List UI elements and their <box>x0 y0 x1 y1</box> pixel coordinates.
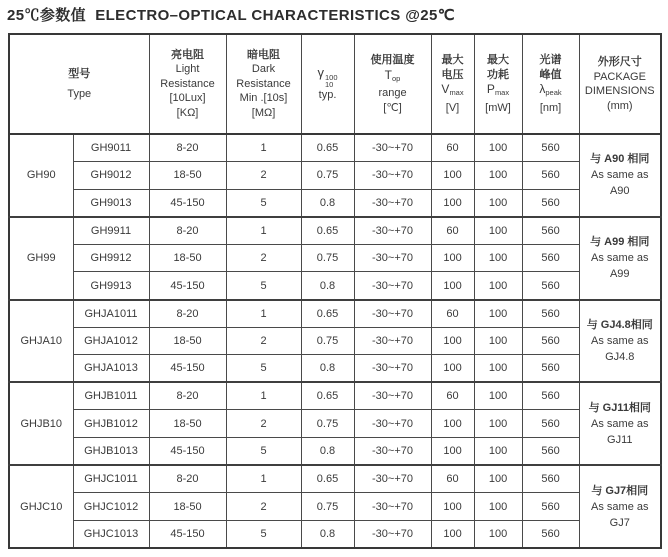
header-type <box>9 34 149 134</box>
vmax-cell: 100 <box>431 520 474 548</box>
header-light-l3: [10Lux] <box>169 92 206 105</box>
header-pmax-symbol: $P_{max}$ <box>486 82 510 97</box>
gamma-cell: 0.8 <box>301 438 354 466</box>
model-cell: GHJC1011 <box>73 465 149 493</box>
header-vmax-zh2: 电压 <box>441 68 464 81</box>
vmax-cell: 100 <box>431 410 474 438</box>
package-line-ref: A99 <box>609 268 630 281</box>
model-cell: GHJB1012 <box>73 410 149 438</box>
temp-range-cell: -30~+70 <box>354 355 431 383</box>
dark-resistance-cell: 5 <box>226 520 301 548</box>
package-line-zh: 与 GJ11相同 <box>588 401 651 414</box>
table-row <box>9 410 661 438</box>
model-cell: GH9011 <box>73 134 149 162</box>
pmax-cell: 100 <box>474 410 522 438</box>
gamma-cell: 0.65 <box>301 300 354 328</box>
table-row <box>9 217 661 245</box>
temp-range-cell: -30~+70 <box>354 438 431 466</box>
electro-optical-table <box>8 33 662 549</box>
light-resistance-cell: 45-150 <box>149 355 226 383</box>
dark-resistance-cell: 2 <box>226 244 301 272</box>
header-package-l1: PACKAGE <box>593 70 646 83</box>
dark-resistance-cell: 1 <box>226 217 301 245</box>
header-light-resistance <box>149 34 226 134</box>
dark-resistance-cell: 5 <box>226 272 301 300</box>
gamma-cell: 0.65 <box>301 134 354 162</box>
header-lambda-symbol: $\lambda_{peak}$ <box>539 82 562 97</box>
header-type-en: Type <box>67 88 92 100</box>
package-cell <box>579 300 661 383</box>
table-row <box>9 134 661 162</box>
temp-range-cell: -30~+70 <box>354 410 431 438</box>
pmax-cell: 100 <box>474 355 522 383</box>
header-package <box>579 34 661 134</box>
header-temp-l3: [℃] <box>383 101 402 114</box>
model-cell: GHJA1011 <box>73 300 149 328</box>
header-temp-l2: range <box>378 87 407 99</box>
header-temp-zh: 使用温度 <box>370 54 415 66</box>
model-cell: GH9012 <box>73 162 149 190</box>
vmax-cell: 100 <box>431 355 474 383</box>
light-resistance-cell: 8-20 <box>149 382 226 410</box>
header-dark-l4: [MΩ] <box>251 106 276 119</box>
header-pmax-zh2: 功耗 <box>487 68 510 81</box>
gamma-symbol: γ 100 10 <box>317 64 338 89</box>
lambda-peak-cell: 560 <box>522 189 579 217</box>
header-temp-symbol: $T_{op}$ <box>384 67 401 83</box>
header-dark-l2: Resistance <box>236 77 291 90</box>
temp-range-cell: -30~+70 <box>354 217 431 245</box>
header-row <box>9 34 661 134</box>
package-line-en: As same as <box>591 334 649 347</box>
model-cell: GH9911 <box>73 217 149 245</box>
package-line-zh: 与 A90 相同 <box>590 153 650 166</box>
pmax-cell: 100 <box>474 134 522 162</box>
pmax-cell: 100 <box>474 493 522 521</box>
header-light-l1: Light <box>175 63 200 76</box>
vmax-cell: 100 <box>431 244 474 272</box>
header-package-zh: 外形尺寸 <box>597 56 642 68</box>
pmax-cell: 100 <box>474 465 522 493</box>
header-vmax-zh1: 最大 <box>441 54 464 66</box>
package-line-zh: 与 GJ7相同 <box>591 484 649 497</box>
table-row <box>9 465 661 493</box>
temp-range-cell: -30~+70 <box>354 162 431 190</box>
temp-range-cell: -30~+70 <box>354 134 431 162</box>
dark-resistance-cell: 1 <box>226 134 301 162</box>
package-cell <box>579 134 661 217</box>
lambda-peak-cell: 560 <box>522 327 579 355</box>
package-line-en: As same as <box>591 500 649 513</box>
package-line-ref: A90 <box>609 185 630 198</box>
gamma-cell: 0.65 <box>301 382 354 410</box>
header-temp-range <box>354 34 431 134</box>
gamma-cell: 0.8 <box>301 272 354 300</box>
table-row <box>9 162 661 190</box>
temp-range-cell: -30~+70 <box>354 382 431 410</box>
table-row <box>9 382 661 410</box>
package-line-en: As same as <box>591 252 649 265</box>
pmax-cell: 100 <box>474 382 522 410</box>
pmax-cell: 100 <box>474 244 522 272</box>
header-package-l2: DIMENSIONS <box>584 85 655 97</box>
vmax-cell: 100 <box>431 327 474 355</box>
vmax-cell: 60 <box>431 217 474 245</box>
dark-resistance-cell: 2 <box>226 410 301 438</box>
model-cell: GHJA1013 <box>73 355 149 383</box>
gamma-cell: 0.8 <box>301 355 354 383</box>
dark-resistance-cell: 5 <box>226 355 301 383</box>
light-resistance-cell: 45-150 <box>149 272 226 300</box>
gamma-cell: 0.65 <box>301 217 354 245</box>
table-row <box>9 189 661 217</box>
table-row <box>9 493 661 521</box>
header-dark-zh: 暗电阻 <box>247 48 281 61</box>
gamma-cell: 0.75 <box>301 327 354 355</box>
package-line-zh: 与 GJ4.8相同 <box>586 318 653 331</box>
model-cell: GHJA1012 <box>73 327 149 355</box>
gamma-cell: 0.8 <box>301 520 354 548</box>
header-pmax <box>474 34 522 134</box>
vmax-cell: 100 <box>431 493 474 521</box>
vmax-cell: 100 <box>431 162 474 190</box>
lambda-peak-cell: 560 <box>522 382 579 410</box>
header-gamma-typ: typ. <box>318 88 337 101</box>
dark-resistance-cell: 1 <box>226 465 301 493</box>
table-row <box>9 300 661 328</box>
table-row <box>9 438 661 466</box>
type-group-cell: GH90 <box>9 134 73 217</box>
model-cell: GHJC1013 <box>73 520 149 548</box>
lambda-peak-cell: 560 <box>522 493 579 521</box>
package-cell <box>579 382 661 465</box>
header-package-l3: (mm) <box>606 99 633 112</box>
header-type-zh: 型号 <box>68 67 91 80</box>
temp-range-cell: -30~+70 <box>354 327 431 355</box>
package-cell <box>579 465 661 548</box>
dark-resistance-cell: 2 <box>226 327 301 355</box>
vmax-cell: 60 <box>431 134 474 162</box>
page-title: 25℃参数值 ELECTRO–OPTICAL CHARACTERISTICS @25℃ <box>7 7 456 24</box>
pmax-cell: 100 <box>474 217 522 245</box>
table-row <box>9 520 661 548</box>
model-cell: GH9912 <box>73 244 149 272</box>
model-cell: GHJB1011 <box>73 382 149 410</box>
gamma-cell: 0.8 <box>301 189 354 217</box>
type-group-cell: GHJC10 <box>9 465 73 548</box>
temp-range-cell: -30~+70 <box>354 272 431 300</box>
light-resistance-cell: 18-50 <box>149 162 226 190</box>
header-pmax-zh1: 最大 <box>487 54 510 66</box>
dark-resistance-cell: 5 <box>226 189 301 217</box>
header-light-l4: [KΩ] <box>176 106 199 119</box>
model-cell: GH9913 <box>73 272 149 300</box>
temp-range-cell: -30~+70 <box>354 520 431 548</box>
temp-range-cell: -30~+70 <box>354 244 431 272</box>
dark-resistance-cell: 5 <box>226 438 301 466</box>
dark-resistance-cell: 2 <box>226 162 301 190</box>
vmax-cell: 100 <box>431 438 474 466</box>
package-line-ref: GJ7 <box>609 516 630 529</box>
lambda-peak-cell: 560 <box>522 520 579 548</box>
pmax-cell: 100 <box>474 300 522 328</box>
model-cell: GH9013 <box>73 189 149 217</box>
lambda-peak-cell: 560 <box>522 300 579 328</box>
light-resistance-cell: 8-20 <box>149 465 226 493</box>
header-vmax-symbol: $V_{max}$ <box>441 82 464 97</box>
light-resistance-cell: 18-50 <box>149 493 226 521</box>
lambda-peak-cell: 560 <box>522 134 579 162</box>
light-resistance-cell: 18-50 <box>149 410 226 438</box>
gamma-cell: 0.65 <box>301 465 354 493</box>
lambda-peak-cell: 560 <box>522 272 579 300</box>
table-row <box>9 355 661 383</box>
lambda-peak-cell: 560 <box>522 465 579 493</box>
vmax-cell: 100 <box>431 272 474 300</box>
type-group-cell: GHJA10 <box>9 300 73 383</box>
package-line-ref: GJ4.8 <box>605 350 635 363</box>
light-resistance-cell: 8-20 <box>149 300 226 328</box>
light-resistance-cell: 18-50 <box>149 327 226 355</box>
type-group-cell: GH99 <box>9 217 73 300</box>
model-cell: GHJC1012 <box>73 493 149 521</box>
header-light-l2: Resistance <box>160 77 215 90</box>
vmax-cell: 60 <box>431 300 474 328</box>
vmax-cell: 60 <box>431 382 474 410</box>
lambda-peak-cell: 560 <box>522 410 579 438</box>
pmax-cell: 100 <box>474 272 522 300</box>
pmax-cell: 100 <box>474 438 522 466</box>
table-row <box>9 272 661 300</box>
header-gamma <box>301 34 354 134</box>
light-resistance-cell: 18-50 <box>149 244 226 272</box>
light-resistance-cell: 45-150 <box>149 189 226 217</box>
lambda-peak-cell: 560 <box>522 162 579 190</box>
package-line-en: As same as <box>591 417 649 430</box>
lambda-peak-cell: 560 <box>522 355 579 383</box>
dark-resistance-cell: 1 <box>226 382 301 410</box>
light-resistance-cell: 45-150 <box>149 438 226 466</box>
temp-range-cell: -30~+70 <box>354 189 431 217</box>
pmax-cell: 100 <box>474 162 522 190</box>
header-lambda-zh2: 峰值 <box>539 68 562 81</box>
pmax-cell: 100 <box>474 520 522 548</box>
header-vmax-unit: [V] <box>445 101 460 114</box>
vmax-cell: 60 <box>431 465 474 493</box>
pmax-cell: 100 <box>474 327 522 355</box>
header-lambda-unit: [nm] <box>539 101 562 114</box>
light-resistance-cell: 8-20 <box>149 134 226 162</box>
package-line-zh: 与 A99 相同 <box>590 236 650 249</box>
lambda-peak-cell: 560 <box>522 217 579 245</box>
light-resistance-cell: 45-150 <box>149 520 226 548</box>
dark-resistance-cell: 1 <box>226 300 301 328</box>
temp-range-cell: -30~+70 <box>354 300 431 328</box>
gamma-cell: 0.75 <box>301 410 354 438</box>
package-line-en: As same as <box>591 169 649 182</box>
table-row <box>9 244 661 272</box>
header-lambda-peak <box>522 34 579 134</box>
header-vmax <box>431 34 474 134</box>
table-row <box>9 327 661 355</box>
pmax-cell: 100 <box>474 189 522 217</box>
light-resistance-cell: 8-20 <box>149 217 226 245</box>
type-group-cell: GHJB10 <box>9 382 73 465</box>
lambda-peak-cell: 560 <box>522 244 579 272</box>
package-line-ref: GJ11 <box>607 433 633 446</box>
header-light-zh: 亮电阻 <box>171 48 205 61</box>
header-dark-l3: Min .[10s] <box>239 92 288 105</box>
temp-range-cell: -30~+70 <box>354 493 431 521</box>
header-dark-l1: Dark <box>251 63 276 76</box>
header-pmax-unit: [mW] <box>485 101 511 114</box>
gamma-cell: 0.75 <box>301 244 354 272</box>
model-cell: GHJB1013 <box>73 438 149 466</box>
gamma-cell: 0.75 <box>301 493 354 521</box>
vmax-cell: 100 <box>431 189 474 217</box>
package-cell <box>579 217 661 300</box>
temp-range-cell: -30~+70 <box>354 465 431 493</box>
header-lambda-zh1: 光谱 <box>539 54 562 66</box>
header-dark-resistance <box>226 34 301 134</box>
lambda-peak-cell: 560 <box>522 438 579 466</box>
gamma-cell: 0.75 <box>301 162 354 190</box>
dark-resistance-cell: 2 <box>226 493 301 521</box>
